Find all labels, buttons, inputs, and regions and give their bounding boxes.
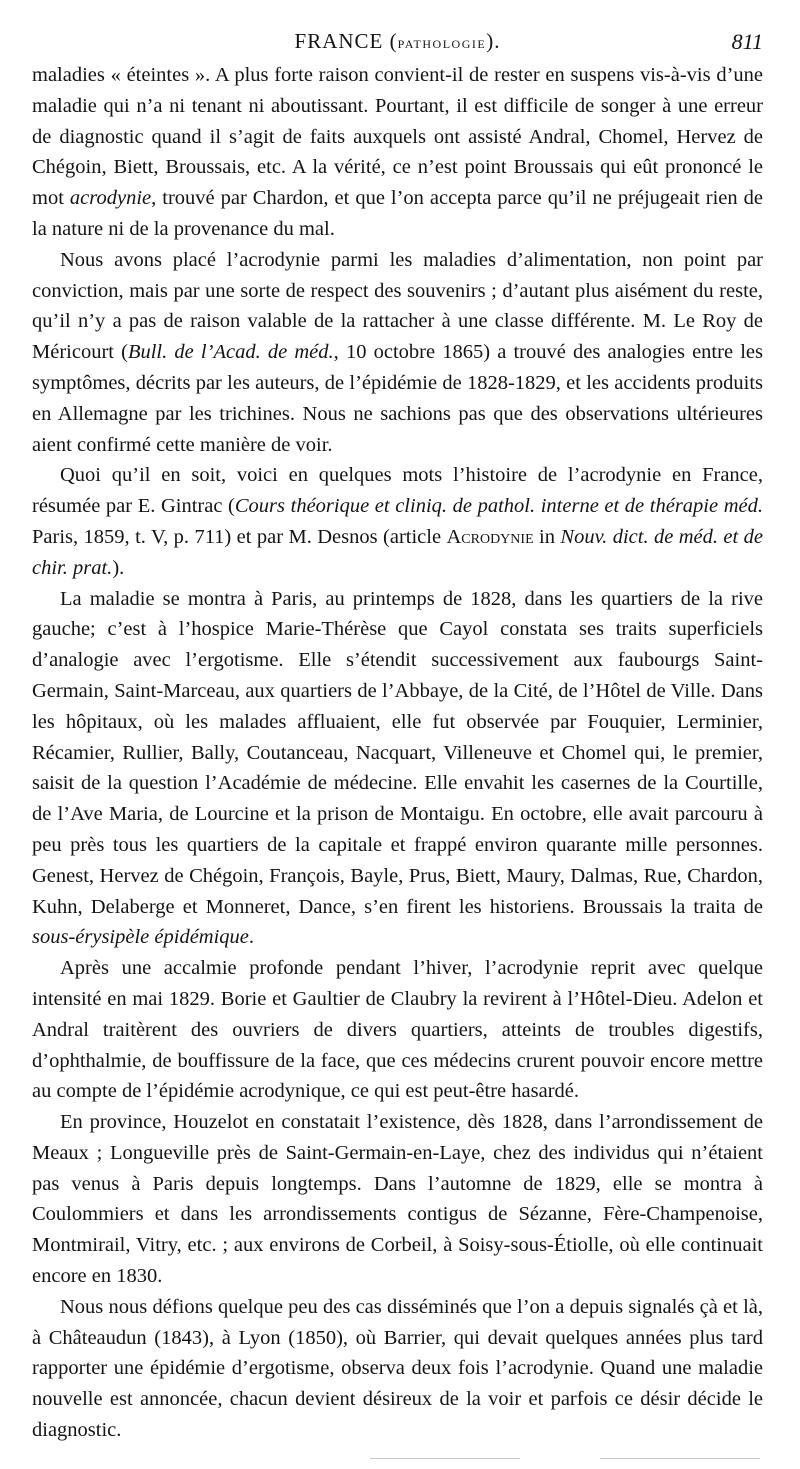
italic-citation: Cours théorique et cliniq. de pathol. interne et de thérapie méd. [234,495,763,518]
paragraph [32,60,763,245]
running-head-title: FRANCE ( [294,29,398,53]
running-head-close: ). [486,29,501,53]
italic-citation: acrodynie [69,187,152,210]
text-run: in [533,525,561,548]
paragraph [32,245,763,461]
italic-citation: Nouv. dict. de méd. et de chir. prat. [32,525,763,579]
text-run: La maladie se montra à Paris, au printemps de 1828, dans les quartiers de la rive gauche; c’est à l’hospice Marie-Thérèse que Cayol constata ses traits superficiels d’analogie avec l’ergotisme. Elle s’étendit successivement aux faubourgs Saint-Germain, Saint-Marceau, aux quartiers de l’Abbaye, de la Cité, de l’Hôtel de Ville. Dans les hôpitaux, où les malades affluaient, elle fut observée par Fouquier, Lerminier, Récamier, Rullier, Bally, Coutanceau, Nacquart, Villeneuve et Chomel qui, le premier, saisit de la question l’Académie de médecine. Elle envahit les casernes de la Courtille, de l’Ave Maria, de Lourcine et la prison de Montaigu. En octobre, elle avait parcouru à peu près tous les quartiers de la capitale et frappé environ quarante mille personnes. Genest, Hervez de Chégoin, François, Bayle, Prus, Biett, Maury, Dalmas, Rue, Chardon, Kuhn, Delaberge et Monneret, Dance, s’en firent les historiens. Broussais la traita de [32,587,763,918]
running-head-subtitle: PATHOLOGIE [397,37,487,51]
text-run: Nous nous défions quelque peu des cas disséminés que l’on a depuis signalés çà et là, à Châteaudun (1843), à Lyon (1850), où Barrier, qui devait quelques années plus tard rapporter une épidémie d’ergotisme, observa deux fois l’acrodynie. Quand une maladie nouvelle est annoncée, chacun devient désireux de la voir et parfois ce désir décide le diagnostic. [32,1295,763,1442]
body-text [32,60,763,1446]
text-run: Paris, 1859, t. V, p. 711) et par M. Desnos (article [32,525,447,548]
text-run: . [248,926,255,949]
text-run: En province, Houzelot en constatait l’existence, dès 1828, dans l’arrondissement de Meaux ; Longueville près de Saint-Germain-en-Laye, chez des individus qui n’étaient pas venus à Paris depuis longtemps. Dans l’automne de 1829, elle se montra à Coulommiers et dans les arrondissements contigus de Sézanne, Fère-Champenoise, Montmirail, Vitry, etc. ; aux environs de Corbeil, à Soisy-sous-Étiolle, où elle continuait encore en 1830. [32,1111,763,1288]
paragraph [32,1292,763,1446]
page-number: 811 [731,29,763,54]
text-run: Nous avons placé l’acrodynie parmi les maladies d’alimentation, non point par conviction, mais par une sorte de respect des souvenirs ; d’autant plus aisément du reste, qu’il n’y a pas de raison valable de la rattacher à une classe différente. M. Le Roy de Méricourt ( [32,248,763,364]
running-head [32,29,763,54]
paragraph [32,584,763,954]
text-run: maladies « éteintes ». A plus forte raison convient-il de rester en suspens vis-à-vis d’une maladie qui n’a ni tenant ni aboutissant. Pourtant, il est difficile de songer à une erreur de diagnostic quand il s’agit de faits auxquels ont assisté Andral, Chomel, Hervez de Chégoin, Biett, Broussais, etc. A la vérité, ce n’est point Broussais qui eût prononcé le mot [32,64,763,210]
scan-smudge [600,1458,760,1459]
paragraph [32,1107,763,1292]
paragraph [32,460,763,583]
page-header [32,29,763,59]
scan-smudge [370,1458,520,1459]
text-run: , trouvé par Chardon, et que l’on accepta parce qu’il ne préjugeait rien de la nature ni de la provenance du mal. [32,187,763,240]
text-run: ). [112,556,125,579]
text-run: Après une accalmie profonde pendant l’hiver, l’acrodynie reprit avec quelque intensité en mai 1829. Borie et Gaultier de Claubry la revirent à l’Hôtel-Dieu. Adelon et Andral traitèrent des ouvriers de divers quartiers, atteints de troubles digestifs, d’ophthalmie, de bouffissure de la face, que ces médecins crurent pouvoir encore mettre au compte de l’épidémie acrodynique, ce qui est peut-être hasardé. [32,957,763,1103]
italic-citation: sous-érysipèle épidémique [32,926,249,949]
small-caps-term: Acrodynie [446,525,534,548]
italic-citation: Bull. de l’Acad. de méd. [127,341,334,364]
paragraph [32,953,763,1107]
text-run: Quoi qu’il en soit, voici en quelques mots l’histoire de l’acrodynie en France, résumée par E. Gintrac ( [32,464,763,518]
text-run: , 10 octobre 1865) a trouvé des analogies entre les symptômes, décrits par les auteurs, de l’épidémie de 1828-1829, et les accidents produits en Allemagne par les trichines. Nous ne sachions pas que des observations ultérieures aient confirmé cette manière de voir. [32,341,763,456]
